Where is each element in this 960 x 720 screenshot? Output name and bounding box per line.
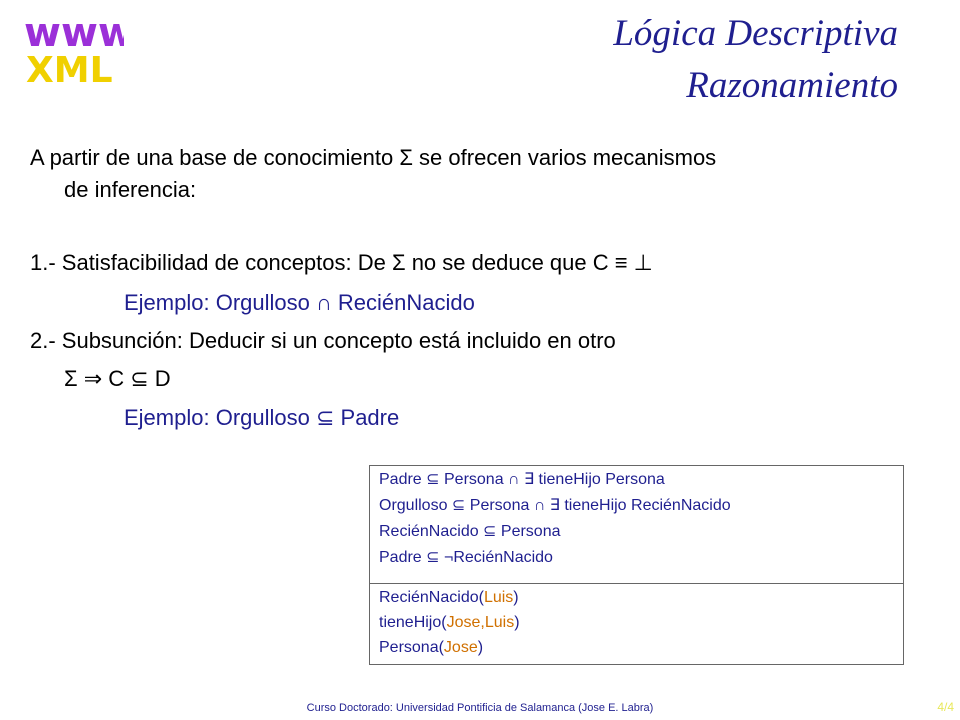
item2-subsumption: 2.- Subsunción: Deducir si un concepto está incluido en otro	[30, 328, 616, 353]
item2-example: Ejemplo: Orgulloso ⊆ Padre	[124, 405, 400, 430]
item1-satisfiability: 1.- Satisfacibilidad de conceptos: De Σ no se deduce que C ≡ ⊥	[30, 250, 653, 275]
abox-predicate: Persona	[379, 639, 439, 656]
abox-close-paren: )	[513, 589, 519, 606]
abox-individual: Jose	[443, 639, 478, 656]
abox-open-paren: (	[441, 614, 447, 631]
intro-line-2: de inferencia:	[64, 177, 197, 202]
abox-individual: Luis	[483, 589, 514, 606]
abox-open-paren: (	[438, 639, 444, 656]
abox-predicate: tieneHijo	[379, 614, 442, 631]
tbox-axiom: Padre ⊆ Persona ∩ ∃ tieneHijo Persona	[379, 471, 665, 488]
knowledge-base-box	[369, 465, 904, 665]
abox-predicate: ReciénNacido	[379, 589, 479, 606]
page-number: 4/4	[937, 700, 954, 714]
logo-xml-text: XML	[26, 50, 113, 90]
wwwxml-logo-graphic	[24, 14, 124, 90]
tbox-axiom: Orgulloso ⊆ Persona ∩ ∃ tieneHijo ReciénNacido	[379, 497, 731, 514]
item2-formula: Σ ⇒ C ⊆ D	[64, 366, 171, 391]
intro-line-1: A partir de una base de conocimiento Σ se ofrecen varios mecanismos	[30, 145, 717, 170]
abox-assertion	[379, 589, 519, 607]
slide-subtitle: Razonamiento	[686, 65, 898, 106]
abox-assertion	[379, 639, 483, 657]
abox-open-paren: (	[478, 589, 484, 606]
tbox-abox-divider	[370, 583, 903, 584]
logo-www-text: www	[24, 14, 124, 56]
tbox-axiom: Padre ⊆ ¬ReciénNacido	[379, 549, 553, 566]
tbox-axiom: ReciénNacido ⊆ Persona	[379, 523, 561, 540]
item1-example: Ejemplo: Orgulloso ∩ ReciénNacido	[124, 290, 475, 315]
footer-credit: Curso Doctorado: Universidad Pontificia de Salamanca (Jose E. Labra)	[306, 702, 654, 714]
abox-assertion	[379, 614, 520, 632]
slide-title: Lógica Descriptiva	[613, 13, 898, 54]
abox-close-paren: )	[514, 614, 520, 631]
wwwxml-logo	[24, 14, 124, 95]
abox-individual: Jose,Luis	[446, 614, 515, 631]
abox-close-paren: )	[477, 639, 484, 656]
